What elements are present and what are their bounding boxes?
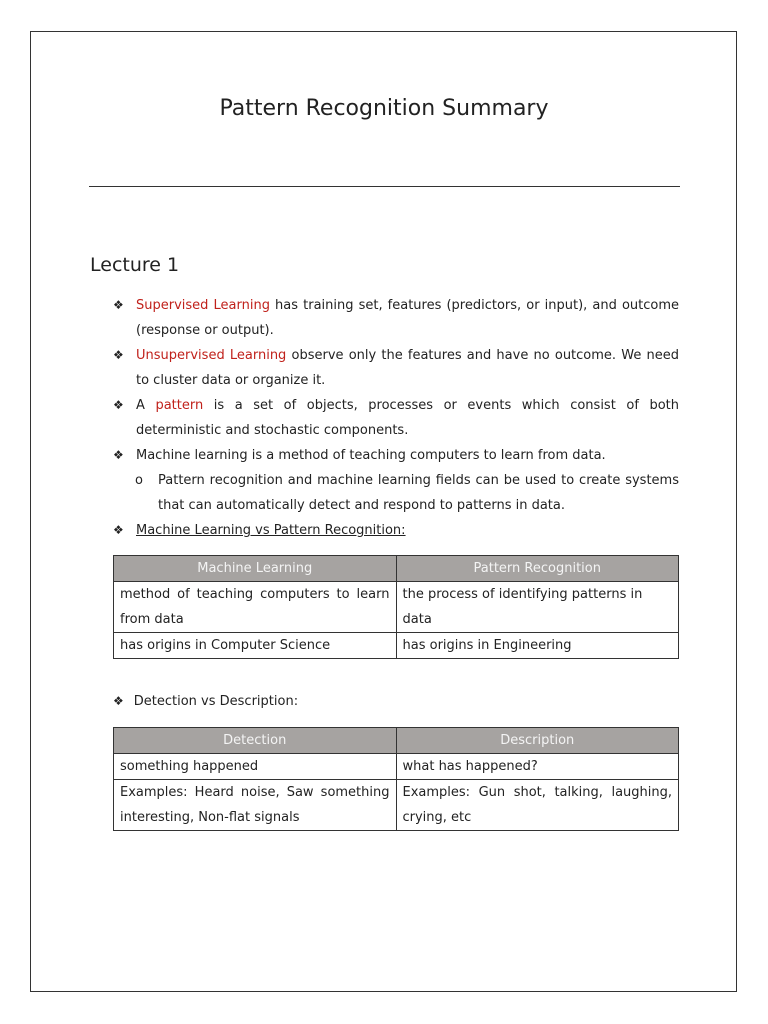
table-header-row [114,728,679,754]
bullet-text: Machine learning is a method of teaching computers to learn from data. [136,448,606,463]
section-heading: Lecture 1 [90,254,180,276]
column-header: Detection [114,728,397,754]
table-cell: has origins in Engineering [396,633,679,659]
circle-bullet-icon: o [135,473,143,488]
table-cell: Examples: Heard noise, Saw something interesting, Non-flat signals [114,780,397,831]
bullet-item [113,293,679,343]
table-cell: method of teaching computers to learn from data [114,582,397,633]
table-cell: has origins in Computer Science [114,633,397,659]
table-header-row [114,556,679,582]
table-row [114,754,679,780]
diamond-bullet-icon: ❖ [113,298,124,312]
sub-bullet-container [113,468,679,518]
diamond-bullet-icon: ❖ [113,348,124,362]
bullet-text: has training set, features (predictors, or input), and outcome (response or output). [136,298,680,338]
highlight-term: Supervised Learning [136,298,270,313]
column-header: Machine Learning [114,556,397,582]
title-divider [89,186,680,187]
table-row [114,633,679,659]
sub-bullet-item [113,468,679,518]
sub-bullet-list [113,468,679,518]
table-cell: what has happened? [396,754,679,780]
bullet-item [113,343,679,393]
bullet-item [113,443,679,468]
bullet-text: observe only the features and have no outcome. We need to cluster data or organize it. [136,348,679,388]
diamond-bullet-icon: ❖ [113,398,124,412]
detection-vs-description-table [113,727,679,831]
table-cell: the process of identifying patterns in data [396,582,679,633]
diamond-bullet-icon: ❖ [113,448,124,462]
diamond-bullet-icon: ❖ [113,523,124,537]
column-header: Pattern Recognition [396,556,679,582]
comparison-heading: Machine Learning vs Pattern Recognition: [136,523,406,538]
table-row [114,582,679,633]
bullet-prefix: A [136,398,156,413]
table-cell: Examples: Gun shot, talking, laughing, crying, etc [396,780,679,831]
column-header: Description [396,728,679,754]
ml-vs-pr-table [113,555,679,659]
sub-bullet-text: Pattern recognition and machine learning fields can be used to create systems that can automatically detect and respond to patterns in data. [158,473,679,513]
diamond-bullet-icon: ❖ [113,694,124,708]
bullet-item [113,518,679,543]
highlight-term: Unsupervised Learning [136,348,287,363]
comparison-heading: Detection vs Description: [133,694,299,709]
bullet-list [113,293,679,543]
highlight-term: pattern [155,398,204,413]
bullet-item [113,393,679,443]
document-title: Pattern Recognition Summary [219,96,549,121]
table-cell: something happened [114,754,397,780]
bullet-item [113,689,298,714]
bullet-text: is a set of objects, processes or events which consist of both deterministic and stochastic components. [136,398,679,438]
table-row [114,780,679,831]
